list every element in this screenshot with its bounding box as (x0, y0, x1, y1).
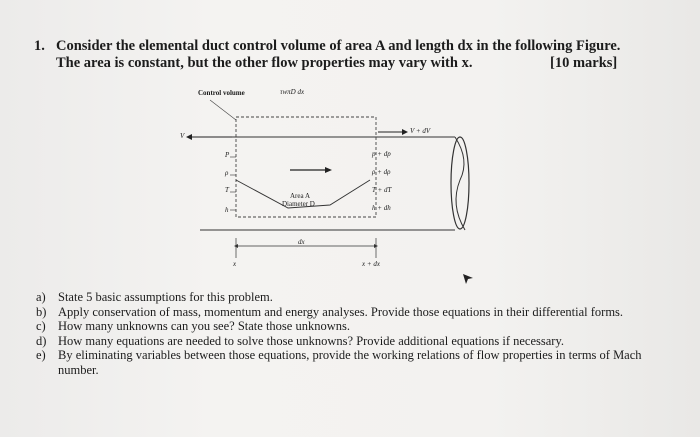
part-label: d) (36, 333, 47, 348)
part-text: Apply conservation of mass, momentum and energy analyses. Provide those equations in their differential forms. (58, 304, 624, 319)
right-h-label: h + dh (372, 204, 391, 212)
left-p-label: P (225, 151, 230, 159)
right-velocity-arrowhead (402, 129, 408, 135)
x-label: x (233, 260, 237, 268)
part-text: By eliminating variables between those equations, provide the working relations of flow properties in terms of Mach number. (58, 348, 642, 377)
part-item (36, 334, 676, 349)
right-t-label: T + dT (372, 186, 392, 194)
marks-label: [10 marks] (550, 55, 618, 71)
diameter-label: Diameter D (282, 200, 315, 208)
duct-ellipse (451, 137, 469, 229)
control-volume-label: Control volume (198, 89, 245, 97)
shear-label: τwπD dx (280, 88, 305, 96)
part-label: e) (36, 348, 46, 362)
center-flow-arrowhead (325, 167, 332, 173)
right-p-label: p + dp (372, 150, 391, 158)
part-text: How many equations are needed to solve those unknowns? Provide additional equations if necessary. (58, 333, 565, 348)
duct-figure (170, 80, 490, 275)
left-velocity-arrowhead (186, 134, 192, 140)
left-rho-label: ρ (225, 169, 229, 177)
dx-label: dx (298, 238, 305, 246)
part-item (36, 290, 676, 305)
mouse-cursor-icon (462, 273, 474, 287)
duct-end-curve (455, 137, 465, 230)
question-text-line2: The area is constant, but the other flow properties may vary with x. (56, 55, 473, 71)
question-number: 1. (34, 38, 45, 54)
duct-diagram (170, 80, 490, 275)
part-label: b) (36, 304, 47, 319)
part-label: c) (36, 319, 46, 333)
part-item (36, 348, 676, 377)
left-t-label: T (225, 186, 229, 194)
part-label: a) (36, 290, 46, 304)
part-item (36, 305, 676, 320)
right-v-label: V + dV (410, 127, 431, 135)
part-item (36, 319, 676, 334)
left-v-label: V (180, 132, 185, 140)
part-text: How many unknowns can you see? State those unknowns. (58, 319, 350, 333)
right-rho-label: ρ + dρ (372, 168, 391, 176)
area-label: Area A (290, 192, 311, 200)
question-text-line1: Consider the elemental duct control volume of area A and length dx in the following Figure. (56, 38, 621, 54)
question-parts-list (36, 290, 676, 377)
part-text: State 5 basic assumptions for this problem. (58, 290, 273, 304)
cv-leader (210, 100, 236, 120)
left-h-label: h (225, 206, 229, 214)
x-dx-label: x + dx (362, 260, 380, 268)
